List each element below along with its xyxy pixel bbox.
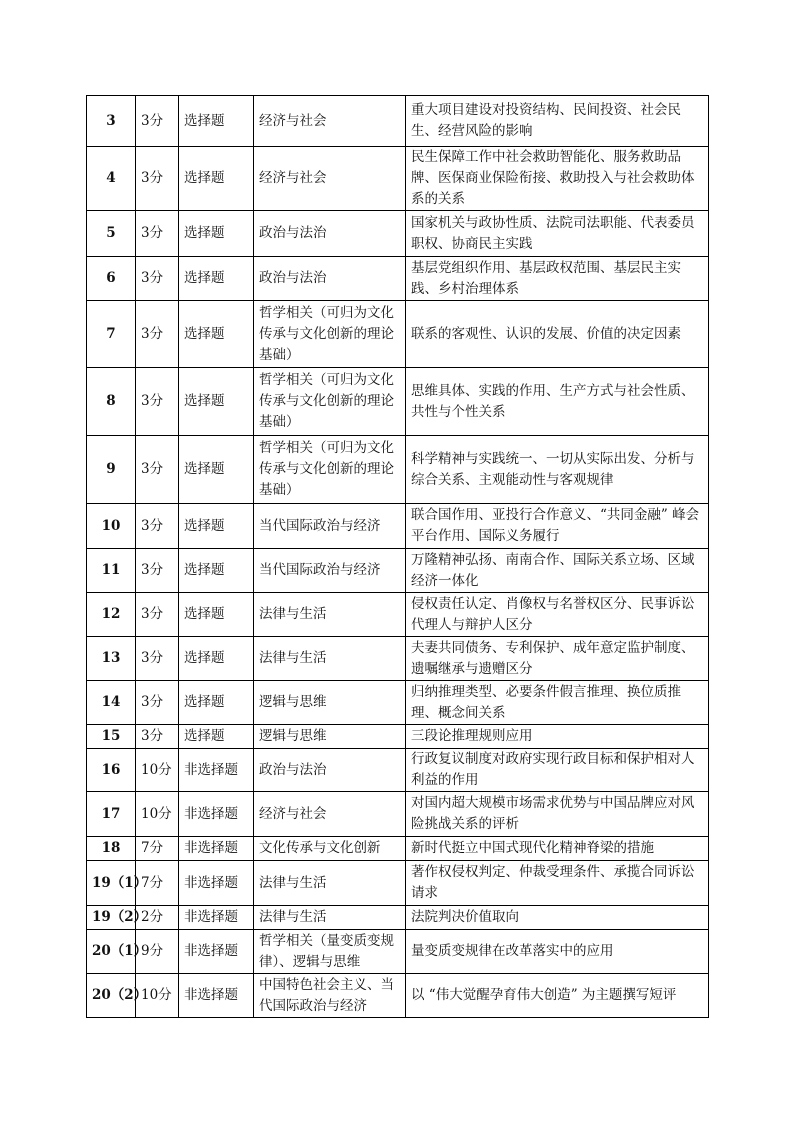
content-cell: 联系的客观性、认识的发展、价值的决定因素	[406, 301, 709, 368]
score-cell: 9分	[136, 930, 179, 974]
score-cell: 3分	[136, 147, 179, 211]
score-cell: 3分	[136, 96, 179, 147]
table-row	[87, 637, 709, 681]
content-cell: 法院判决价值取向	[406, 906, 709, 930]
question-number: 20（2）	[87, 974, 136, 1018]
module-cell: 政治与法治	[254, 211, 406, 257]
content-cell: 量变质变规律在改革落实中的应用	[406, 930, 709, 974]
module-cell: 逻辑与思维	[254, 681, 406, 725]
question-type: 选择题	[179, 504, 254, 549]
question-number: 3	[87, 96, 136, 147]
module-cell: 法律与生活	[254, 906, 406, 930]
question-type: 非选择题	[179, 861, 254, 906]
table-row	[87, 257, 709, 301]
question-number: 15	[87, 725, 136, 749]
content-cell: 以 “伟大觉醒孕育伟大创造” 为主题撰写短评	[406, 974, 709, 1018]
question-type: 非选择题	[179, 837, 254, 861]
table-row	[87, 436, 709, 504]
table-row	[87, 930, 709, 974]
content-cell: 对国内超大规模市场需求优势与中国品牌应对风险挑战关系的评析	[406, 792, 709, 837]
score-cell: 3分	[136, 637, 179, 681]
score-cell: 10分	[136, 974, 179, 1018]
score-cell: 3分	[136, 549, 179, 593]
question-type: 非选择题	[179, 749, 254, 792]
table-row	[87, 974, 709, 1018]
question-type: 选择题	[179, 257, 254, 301]
question-number: 6	[87, 257, 136, 301]
module-cell: 逻辑与思维	[254, 725, 406, 749]
question-number: 8	[87, 368, 136, 436]
question-number: 9	[87, 436, 136, 504]
content-cell: 基层党组织作用、基层政权范围、基层民主实践、乡村治理体系	[406, 257, 709, 301]
module-cell: 法律与生活	[254, 637, 406, 681]
score-cell: 3分	[136, 211, 179, 257]
score-cell: 10分	[136, 792, 179, 837]
question-number: 17	[87, 792, 136, 837]
content-cell: 科学精神与实践统一、一切从实际出发、分析与综合关系、主观能动性与客观规律	[406, 436, 709, 504]
score-cell: 3分	[136, 725, 179, 749]
module-cell: 哲学相关（量变质变规律）、逻辑与思维	[254, 930, 406, 974]
question-type: 非选择题	[179, 974, 254, 1018]
content-cell: 国家机关与政协性质、法院司法职能、代表委员职权、协商民主实践	[406, 211, 709, 257]
module-cell: 法律与生活	[254, 593, 406, 637]
module-cell: 哲学相关（可归为文化传承与文化创新的理论基础）	[254, 436, 406, 504]
question-number: 10	[87, 504, 136, 549]
question-number: 16	[87, 749, 136, 792]
module-cell: 政治与法治	[254, 257, 406, 301]
table-body	[87, 96, 709, 1018]
question-number: 4	[87, 147, 136, 211]
question-number: 19（2）	[87, 906, 136, 930]
question-number: 19（1）	[87, 861, 136, 906]
question-number: 11	[87, 549, 136, 593]
content-cell: 行政复议制度对政府实现行政目标和保护相对人利益的作用	[406, 749, 709, 792]
question-type: 选择题	[179, 681, 254, 725]
table-row	[87, 368, 709, 436]
module-cell: 中国特色社会主义、当代国际政治与经济	[254, 974, 406, 1018]
score-cell: 7分	[136, 861, 179, 906]
score-cell: 3分	[136, 593, 179, 637]
table-row	[87, 749, 709, 792]
question-number: 20（1）	[87, 930, 136, 974]
content-cell: 侵权责任认定、肖像权与名誉权区分、民事诉讼代理人与辩护人区分	[406, 593, 709, 637]
question-type: 选择题	[179, 549, 254, 593]
question-type: 选择题	[179, 725, 254, 749]
score-cell: 3分	[136, 436, 179, 504]
table-row	[87, 861, 709, 906]
content-cell: 联合国作用、亚投行合作意义、“共同金融” 峰会平台作用、国际义务履行	[406, 504, 709, 549]
score-cell: 3分	[136, 257, 179, 301]
score-cell: 3分	[136, 368, 179, 436]
module-cell: 政治与法治	[254, 749, 406, 792]
exam-analysis-table	[86, 95, 709, 1018]
question-number: 5	[87, 211, 136, 257]
module-cell: 经济与社会	[254, 792, 406, 837]
content-cell: 三段论推理规则应用	[406, 725, 709, 749]
table-row	[87, 549, 709, 593]
table-row	[87, 906, 709, 930]
module-cell: 经济与社会	[254, 147, 406, 211]
table-row	[87, 837, 709, 861]
question-type: 选择题	[179, 147, 254, 211]
question-number: 14	[87, 681, 136, 725]
table-row	[87, 792, 709, 837]
question-type: 选择题	[179, 96, 254, 147]
module-cell: 当代国际政治与经济	[254, 549, 406, 593]
question-type: 选择题	[179, 436, 254, 504]
table-row	[87, 681, 709, 725]
question-number: 13	[87, 637, 136, 681]
content-cell: 新时代挺立中国式现代化精神脊梁的措施	[406, 837, 709, 861]
table-row	[87, 504, 709, 549]
score-cell: 3分	[136, 504, 179, 549]
module-cell: 当代国际政治与经济	[254, 504, 406, 549]
score-cell: 3分	[136, 681, 179, 725]
score-cell: 10分	[136, 749, 179, 792]
question-type: 选择题	[179, 593, 254, 637]
module-cell: 哲学相关（可归为文化传承与文化创新的理论基础）	[254, 368, 406, 436]
module-cell: 法律与生活	[254, 861, 406, 906]
module-cell: 文化传承与文化创新	[254, 837, 406, 861]
question-number: 18	[87, 837, 136, 861]
content-cell: 归纳推理类型、必要条件假言推理、换位质推理、概念间关系	[406, 681, 709, 725]
question-type: 选择题	[179, 368, 254, 436]
question-type: 非选择题	[179, 906, 254, 930]
table-row	[87, 211, 709, 257]
score-cell: 7分	[136, 837, 179, 861]
question-number: 7	[87, 301, 136, 368]
content-cell: 夫妻共同债务、专利保护、成年意定监护制度、遗嘱继承与遗赠区分	[406, 637, 709, 681]
score-cell: 2分	[136, 906, 179, 930]
question-type: 非选择题	[179, 930, 254, 974]
table-row	[87, 147, 709, 211]
question-type: 选择题	[179, 211, 254, 257]
content-cell: 万隆精神弘扬、南南合作、国际关系立场、区域经济一体化	[406, 549, 709, 593]
score-cell: 3分	[136, 301, 179, 368]
question-type: 选择题	[179, 637, 254, 681]
content-cell: 著作权侵权判定、仲裁受理条件、承揽合同诉讼请求	[406, 861, 709, 906]
content-cell: 重大项目建设对投资结构、民间投资、社会民生、经营风险的影响	[406, 96, 709, 147]
content-cell: 民生保障工作中社会救助智能化、服务救助品牌、医保商业保险衔接、救助投入与社会救助体系的关系	[406, 147, 709, 211]
question-type: 非选择题	[179, 792, 254, 837]
table-row	[87, 301, 709, 368]
question-type: 选择题	[179, 301, 254, 368]
question-number: 12	[87, 593, 136, 637]
content-cell: 思维具体、实践的作用、生产方式与社会性质、共性与个性关系	[406, 368, 709, 436]
table-row	[87, 96, 709, 147]
table-row	[87, 725, 709, 749]
module-cell: 哲学相关（可归为文化传承与文化创新的理论基础）	[254, 301, 406, 368]
table-row	[87, 593, 709, 637]
module-cell: 经济与社会	[254, 96, 406, 147]
